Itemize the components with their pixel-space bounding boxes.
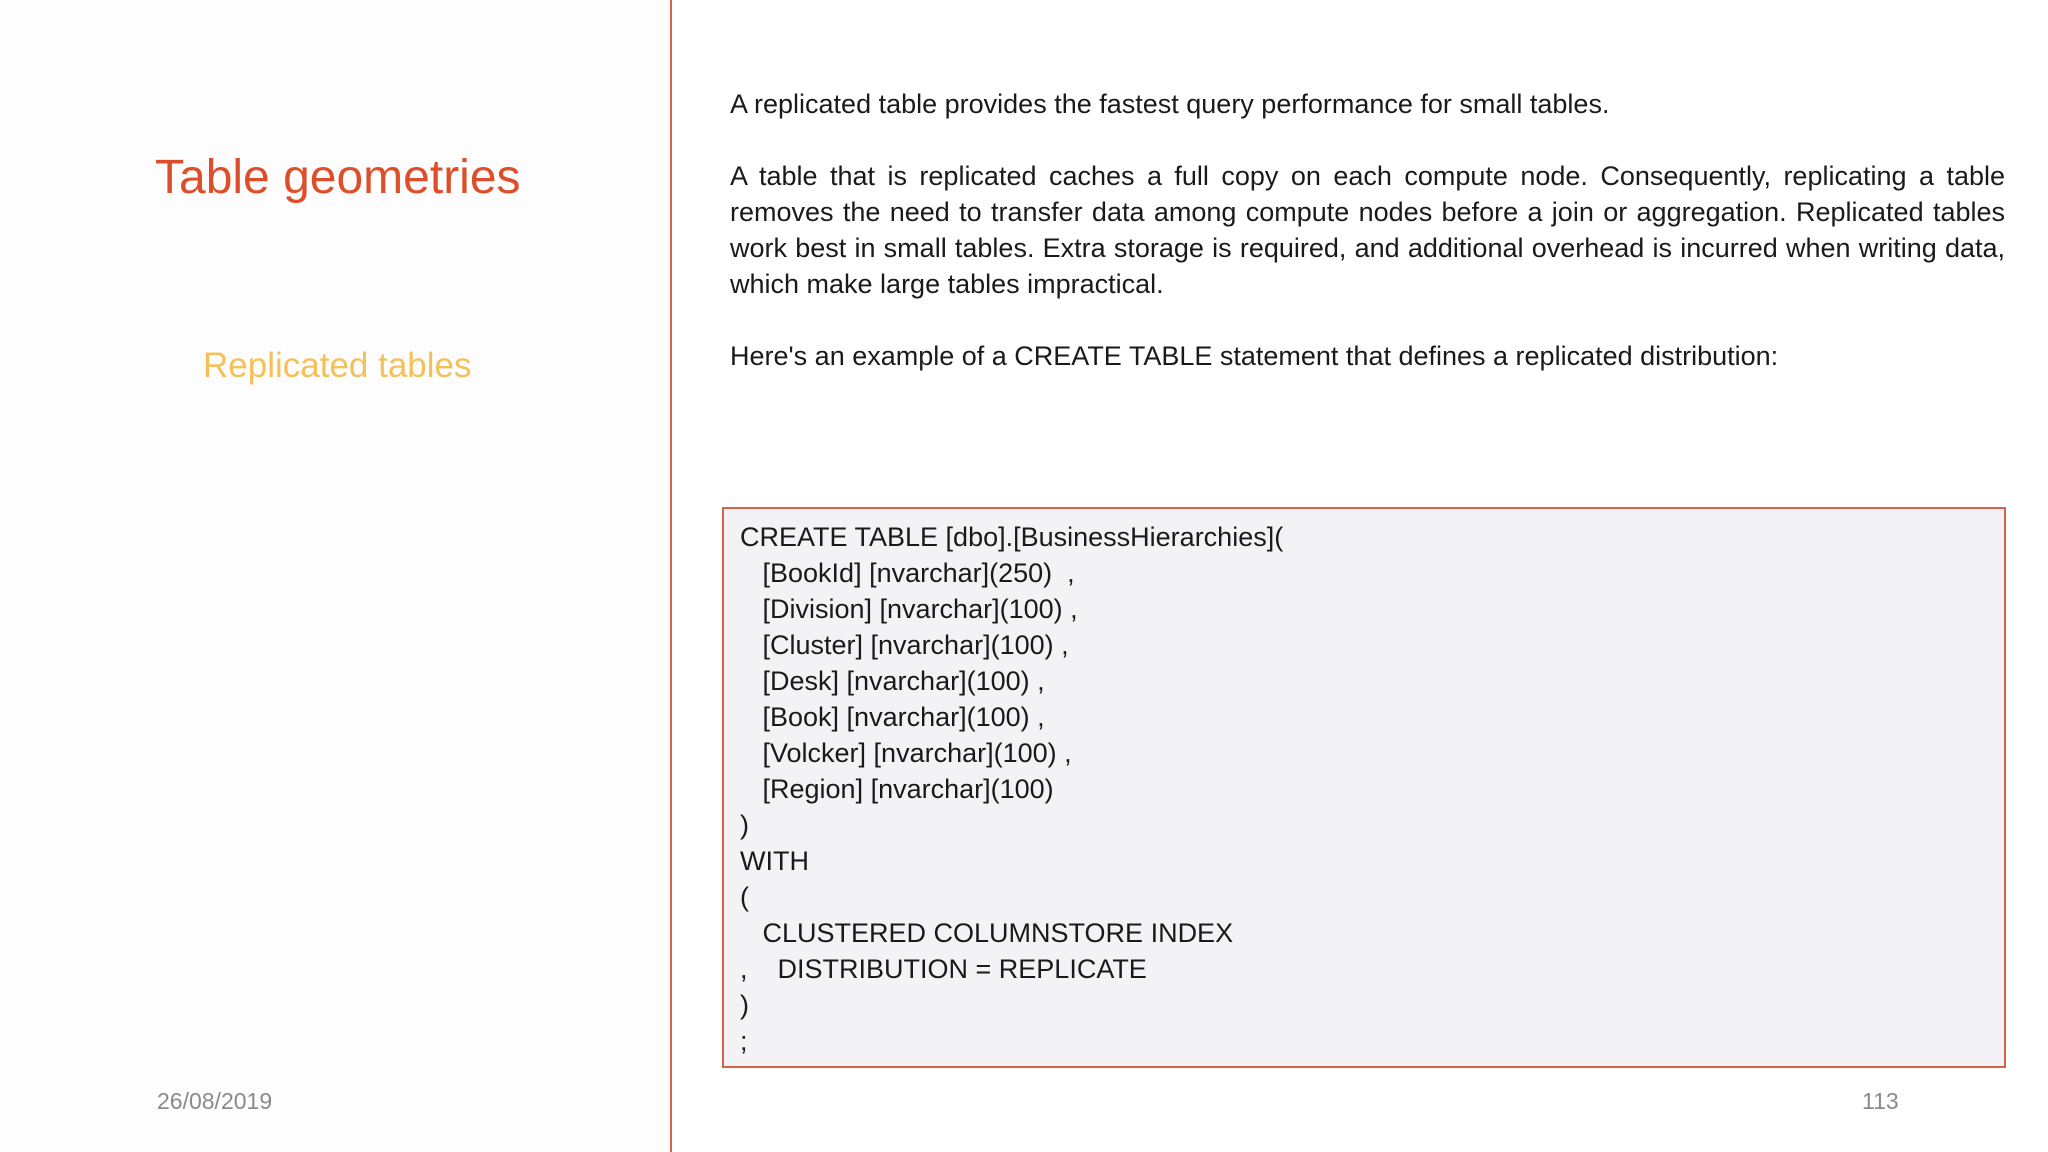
footer-date: 26/08/2019: [157, 1088, 273, 1114]
code-line: ): [740, 990, 749, 1020]
code-line: [Volcker] [nvarchar](100) ,: [740, 738, 1072, 768]
code-line: [BookId] [nvarchar](250) ,: [740, 558, 1075, 588]
code-line: WITH: [740, 846, 809, 876]
page-number: 113: [1862, 1088, 1899, 1114]
code-block: [722, 507, 2006, 1068]
code-line: [Division] [nvarchar](100) ,: [740, 594, 1078, 624]
code-line: CLUSTERED COLUMNSTORE INDEX: [740, 918, 1234, 948]
paragraph-explanation: A table that is replicated caches a full copy on each compute node. Consequently, replicating a table removes the need to transfer data among compute nodes before a join or aggregation. Replicated tables work best in small tables. Extra storage is required, and additional overhead is incurred when writing data, which make large tables impractical.: [730, 161, 2005, 299]
code-line: [Book] [nvarchar](100) ,: [740, 702, 1045, 732]
code-line: , DISTRIBUTION = REPLICATE: [740, 954, 1147, 984]
paragraph-intro: A replicated table provides the fastest query performance for small tables.: [730, 89, 1610, 119]
code-line: [Region] [nvarchar](100): [740, 774, 1054, 804]
code-line: [Desk] [nvarchar](100) ,: [740, 666, 1045, 696]
code-line: (: [740, 882, 749, 912]
paragraph-example-lead: Here's an example of a CREATE TABLE statement that defines a replicated distribution:: [730, 341, 1779, 371]
code-line: ): [740, 810, 749, 840]
slide-title: Table geometries: [155, 151, 521, 204]
code-line: ;: [740, 1026, 748, 1056]
vertical-divider: [670, 0, 672, 1152]
slide-subtitle: Replicated tables: [203, 346, 472, 385]
code-line: CREATE TABLE [dbo].[BusinessHierarchies](: [740, 522, 1284, 552]
body-text: [730, 86, 2005, 410]
code-line: [Cluster] [nvarchar](100) ,: [740, 630, 1069, 660]
